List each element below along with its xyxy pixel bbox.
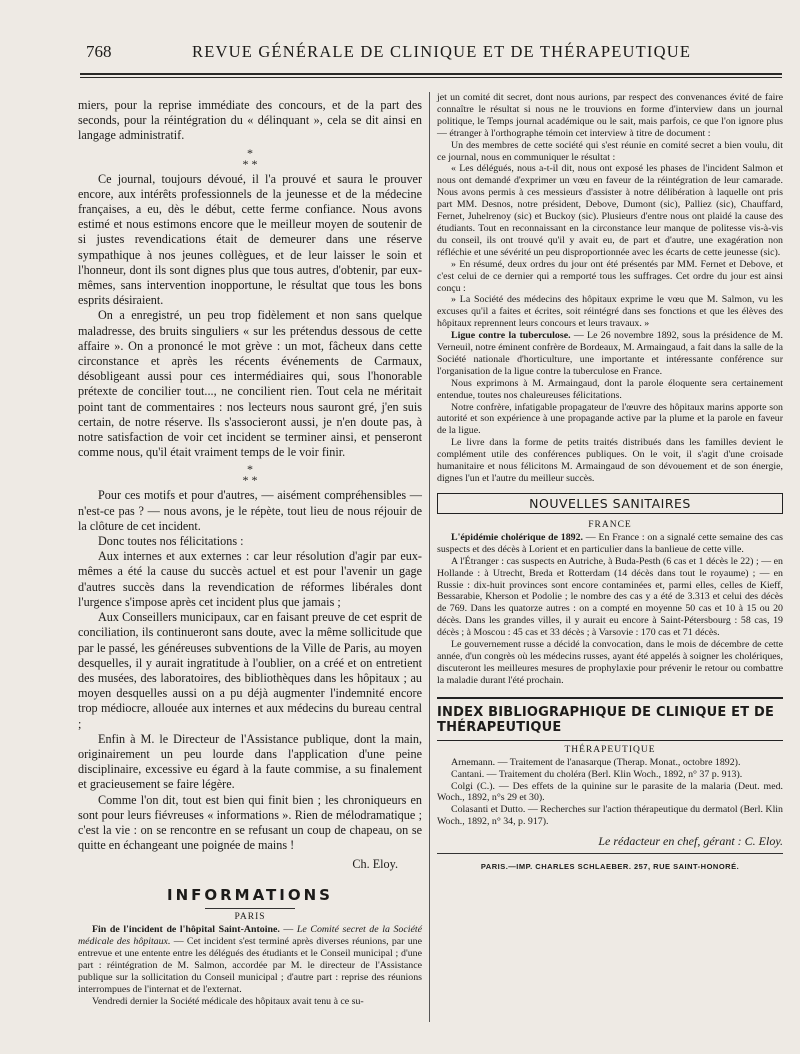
paragraph: Comme l'on dit, tout est bien qui finit bien ; les chroniqueurs en sont pour leurs fiévreuses « informations ». Rien de mélodramatique ; c'est la vie : on se rencontre en se refusant un coup de chapeau, on se quitte en échangeant une poignée de mains ! (78, 792, 422, 853)
paragraph: Vendredi dernier la Société médicale des hôpitaux avait tenu à ce su- (92, 995, 364, 1007)
paragraph: On a enregistré, un peu trop fidèlement et non sans quelque maladresse, des bruits singuliers « sur les prétendus dessous de cette affaire ». On a prononcé le mot grève : un mot, fâcheux dans cette circonstance et après les récents événements de Carmaux, désobligeant aussi pour ces intermédiaires qui, sous l'honorable prétexte de concilier tout..., ne concilient rien. Tout cela ne méritait point tant de commentaires : nos lecteurs nous sauront gré, j'en suis certain, de notre réserve. Ils s'associeront aussi, je n'en doute pas, à notre satisfaction de voir cet incident se terminer ainsi, et penseront comme nous, qu'il était vraiment temps de le voir finir. (78, 308, 422, 460)
paragraph: Ce journal, toujours dévoué, il l'a prouvé et saura le prouver encore, aux intérêts professionnels de la jeunesse et de la médecine françaises, a eu, dès le début, cette ferme confiance. Nous avons estimé et nous estimons encore que le meilleur moyen de soutenir de si justes revendications était de demeurer dans une réserve sympathique à nos jeunes collègues, et de leur laisser le soin et l'honneur, dont ils sont dignes plus que tous autres, d'obtenir, par eux-mêmes, sans intervention inopportune, le résultat que tous les bons esprits désiraient. (78, 171, 422, 308)
page-header (0, 42, 800, 66)
quote-paragraph: « Les délégués, nous a-t-il dit, nous ont exposé les phases de l'incident Salmon et nous ont demandé d'exprimer un vœu en faveur de la réintégration de leur camarade. Nous avons permis à ces messieurs d'assister à notre délibération à laquelle ont pris part MM. Desnos, notre président, Debove, Dumont (sic), Palliez (sic), Chauffard, Fernet, Juhelrenoy (sic) et Buckoy (sic). Plusieurs d'entre nous ont plaidé la cause des étudiants. Tout en reconnaissant en la circonstance leur manque de politesse vis-à-vis du conseil, ils ont trouvé qu'il y avait eu, de part et d'autre, une exagération non réfléchie et une sévérité un peu disproportionnée avec les écarts de cette jeunesse (sic). (437, 163, 783, 258)
paragraph: Enfin à M. le Directeur de l'Assistance publique, dont la main, originairement un peu lourde dans l'application d'une peine disciplinaire, excessive eu égard à la faute commise, a su finalement et gracieusement se faire légère. (78, 731, 422, 792)
subsection-title: PARIS (234, 912, 266, 923)
paragraph: Donc toutes nos félicitations : (98, 534, 244, 549)
quote-paragraph: » En résumé, deux ordres du jour ont été présentés par MM. Fernet et Debove, et c'est celui de ce dernier qui a remporté tous les suffrages. Cet ordre du jour est ainsi conçu : (437, 258, 783, 294)
subsection-title: FRANCE (588, 519, 632, 530)
news-item: Ligue contre la tuberculose. — Le 26 novembre 1892, sous la présidence de M. Verneuil, notre éminent confrère de Bordeaux, M. Armaingaud, a fait dans la salle de la Société nationale d'horticulture, une importante et intéressante conférence sur l'organisation de la ligue contre la tuberculose en France. (437, 330, 783, 377)
header-rule-thin (80, 77, 782, 78)
section-title-index: INDEX BIBLIOGRAPHIQUE DE CLINIQUE ET DE THÉRAPEUTIQUE (437, 697, 783, 741)
section-separator: * * * (242, 462, 258, 488)
paragraph: Nous exprimons à M. Armaingaud, dont la parole éloquente sera certainement entendue, toutes nos chaleureuses félicitations. (437, 377, 783, 401)
bibliography-entry: Colgi (C.). — Des effets de la quinine sur le parasite de la malaria (Deut. med. Woch., 1892, n°s 29 et 30). (437, 780, 783, 804)
informations-body (78, 924, 422, 1007)
bibliography-entry: Cantani. — Traitement du choléra (Berl. Klin Woch., 1892, n° 37 p. 913). (451, 768, 743, 780)
bibliography-entry: Colasanti et Dutto. — Recherches sur l'action thérapeutique du dermatol (Berl. Klin Woch., 1892, n° 34, p. 917). (437, 804, 783, 828)
header-rule (80, 73, 782, 75)
quote-paragraph: » La Société des médecins des hôpitaux exprime le vœu que M. Salmon, vu les excuses qu'il a faites et écrites, soit réintégré dans ses fonctions et que les élèves des hôpitaux reprennent leurs concours et leurs travaux. » (437, 294, 783, 330)
paragraph: Notre confrère, infatigable propagateur de l'œuvre des hôpitaux marins apporte son autorité et son expérience à une propagande active par la plume et la parole en faveur de la ligue. (437, 401, 783, 437)
left-column (78, 98, 422, 1008)
divider (205, 908, 295, 909)
paragraph: miers, pour la reprise immédiate des concours, et de la part des seconds, pour la réintégration du « délinquant », cela se dit ainsi en langage administratif. (78, 98, 422, 143)
paragraph: A l'Étranger : cas suspects en Autriche, à Buda-Pesth (6 cas et 1 décès le 22) ; — en Hollande : à Utrecht, Breda et Rotterdam (14 décès dans tout le royaume) ; — en Russie : dix-huit provinces sont encore contaminées et, parmi elles, celles de Kieff, Bessarabie, Kherson et Podolie ; le nombre des cas y a été de 3.313 et celui des décès de 769. Dans les quatorze autres : on a compté en moyenne 50 cas et 10 à 15 ou 20 décès. Dans les grandes villes, il y aurait eu encore à Saint-Pétersbourg : 58 cas, 19 décès ; à Moscou : 45 cas et 33 décès ; à Varsovie : 170 cas et 71 décès. (437, 555, 783, 639)
paragraph: Aux Conseillers municipaux, car en faisant preuve de cet esprit de conciliation, ils continueront sans doute, avec la même sollicitude que par le passé, les généreuses subventions de la Ville de Paris, au moyen desquelles, il y aurait ingratitude à l'oublier, on a créé et on entretient des musées, des laboratoires, des bibliothèques dans les hôpitaux ; au moyen desquelles aussi on a pu déjà augmenter l'indemnité encore trop médiocre, allouée aux internes et aux médecins du bureau central ; (78, 610, 422, 731)
running-title: REVUE GÉNÉRALE DE CLINIQUE ET DE THÉRAPEUTIQUE (192, 42, 692, 61)
news-item: Fin de l'incident de l'hôpital Saint-Antoine. — Le Comité secret de la Société médicale des hôpitaux. — Cet incident s'est terminé après diverses réunions, par une entrevue et une entente entre les délégués des étudiants et le Conseil municipal ; d'une part : réintégration de M. Salmon, accordée par M. le directeur de l'Assistance publique sur la sollicitation du Conseil municipal ; d'autre part : reprise des réunions interrompues de l'internat et de l'externat. (78, 924, 423, 995)
column-divider (429, 92, 430, 1022)
printer-imprint: PARIS.—IMP. CHARLES SCHLAEBER. 257, RUE SAINT-HONORÉ. (480, 862, 740, 872)
page-number: 768 (86, 42, 112, 61)
right-column (437, 92, 783, 871)
paragraph: jet un comité dit secret, dont nous aurions, par respect des convenances évité de faire connaître le résultat si nous ne le trouvions en forme d'interview dans un journal politique, le Temps journal académique ou le sait, mais parfois, ce que l'on ignore plus — étranger à l'orthographe témoin cet interview à titre de document : (437, 92, 783, 139)
paragraph: Aux internes et aux externes : car leur résolution d'agir par eux-mêmes a été la cause du succès actuel et est pour l'avenir un gage d'autres succès dans la revendication de réformes libérales dont l'urgence s'impose après cet incident plus que jamais ; (78, 549, 422, 609)
paragraph: Le livre dans la forme de petits traités distribués dans les familles devient le complément utile des conférences publiques. On le voit, il s'agit d'une croisade humanitaire et nous félicitons M. Armaingaud de son dévouement et de son énergie, dignes l'un et l'autre du meilleur succès. (437, 437, 783, 484)
bibliography-entry: Arnemann. — Traitement de l'anasarque (Therap. Monat., octobre 1892). (451, 756, 741, 768)
paragraph: Un des membres de cette société qui s'est réunie en comité secret a bien voulu, dit ce journal, nous en communiquer le résultat : (437, 139, 783, 163)
section-title-informations: INFORMATIONS (167, 886, 333, 905)
editor-signature: Le rédacteur en chef, gérant : C. Eloy. (598, 834, 783, 849)
divider (437, 853, 783, 854)
paragraph: Pour ces motifs et pour d'autres, — aisément compréhensibles — n'est-ce pas ? — nous avons, je le répète, tout lieu de nous réjouir de la clôture de cet incident. (78, 488, 422, 533)
subsection-title: THÉRAPEUTIQUE (564, 744, 656, 755)
author-signature: Ch. Eloy. (352, 857, 398, 872)
paragraph: Le gouvernement russe a décidé la convocation, dans le mois de décembre de cette année, d'un congrès où les médecins russes, ayant été appelés à soigner les cholériques, discuteront les meilleures mesures de prophylaxie pour prévenir le retour ou combattre la maladie durant l'été prochain. (437, 639, 783, 686)
news-item: L'épidémie cholérique de 1892. — En France : on a signalé cette semaine des cas suspects et des décès à Lorient et en particulier dans la banlieue de cette ville. (437, 531, 783, 555)
section-separator: * * * (242, 145, 258, 171)
section-title-nouvelles-sanitaires: NOUVELLES SANITAIRES (437, 493, 783, 514)
